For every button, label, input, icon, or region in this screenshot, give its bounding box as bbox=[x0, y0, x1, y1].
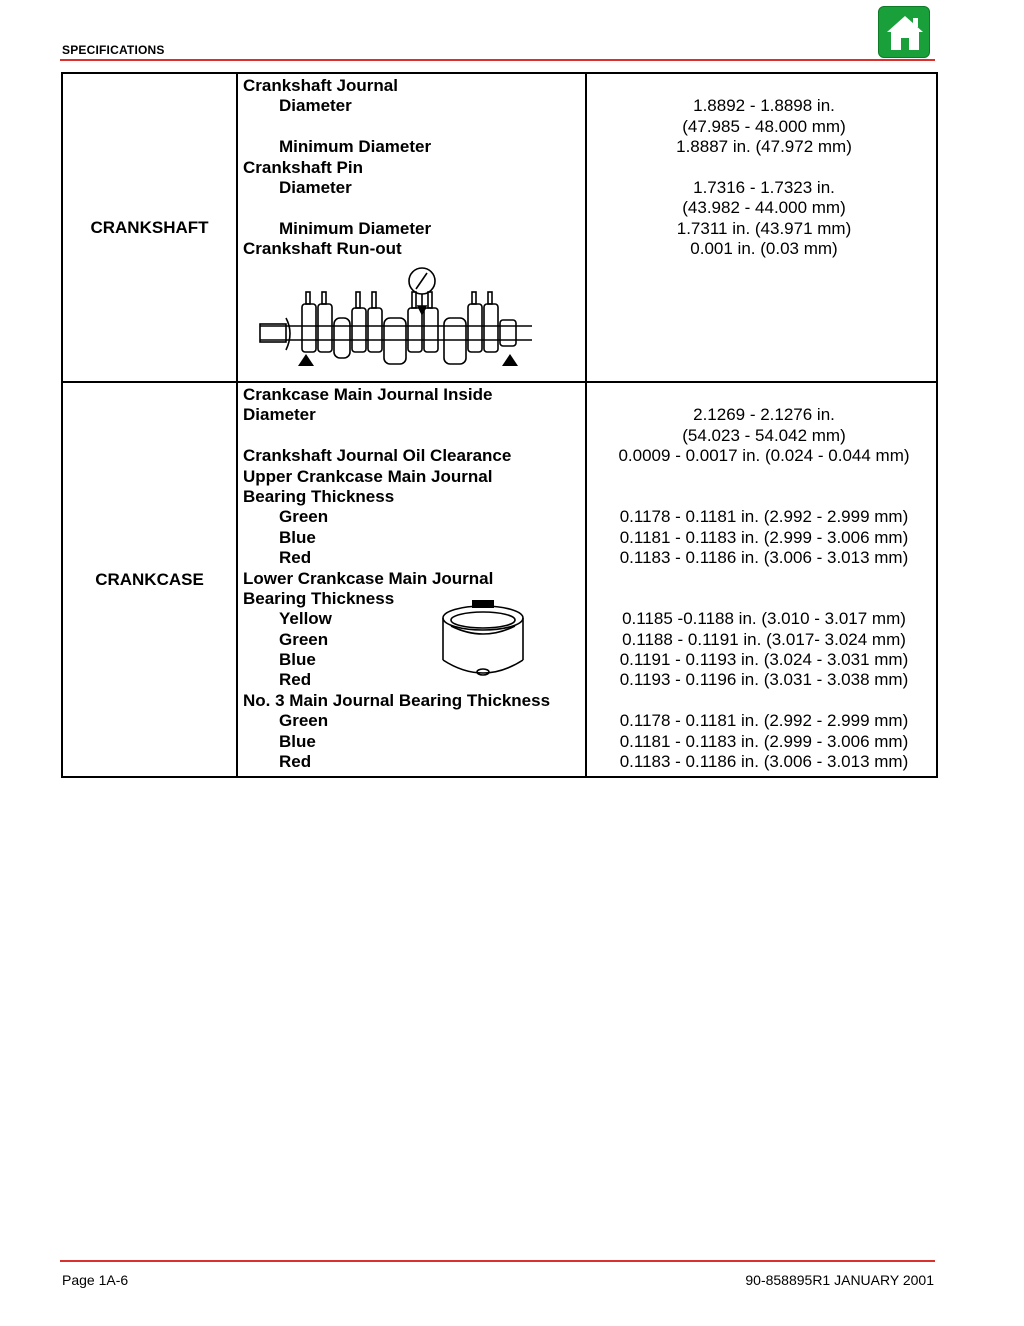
spec-line: 0.1178 - 0.1181 in. (2.992 - 2.999 mm) bbox=[619, 711, 909, 731]
spec-line: 0.1191 - 0.1193 in. (3.024 - 3.031 mm) bbox=[619, 650, 909, 670]
spec-line: (43.982 - 44.000 mm) bbox=[682, 198, 846, 218]
spec-line: Minimum Diameter bbox=[279, 137, 432, 157]
table-row-crankcase bbox=[62, 382, 937, 777]
spec-line: 0.1178 - 0.1181 in. (2.992 - 2.999 mm) bbox=[619, 507, 909, 527]
table-row-crankshaft bbox=[62, 73, 937, 382]
spec-line bbox=[592, 385, 936, 405]
spec-line bbox=[592, 569, 936, 589]
spec-line: Yellow bbox=[279, 609, 332, 629]
crankshaft-value-list bbox=[587, 74, 936, 260]
crankshaft-value-cell bbox=[586, 73, 937, 382]
section-label-crankshaft: CRANKSHAFT bbox=[62, 73, 237, 382]
spec-line bbox=[592, 467, 936, 487]
home-icon bbox=[883, 11, 927, 55]
spec-line: Blue bbox=[279, 527, 316, 547]
spec-line: 0.1185 -0.1188 in. (3.010 - 3.017 mm) bbox=[622, 609, 906, 629]
spec-line: Crankcase Main Journal Inside bbox=[243, 385, 493, 404]
spec-line: Blue bbox=[279, 650, 316, 670]
spec-line: Green bbox=[279, 507, 329, 527]
section-label-crankcase: CRANKCASE bbox=[62, 382, 237, 777]
spec-line: 0.1181 - 0.1183 in. (2.999 - 3.006 mm) bbox=[619, 527, 909, 547]
crankshaft-runout-diagram bbox=[256, 262, 536, 374]
spec-line: Diameter bbox=[279, 96, 352, 116]
spec-line: Crankshaft Run-out bbox=[243, 239, 402, 259]
spec-line: 0.1183 - 0.1186 in. (3.006 - 3.013 mm) bbox=[619, 548, 909, 568]
document-id: 90-858895R1 JANUARY 2001 bbox=[745, 1272, 934, 1288]
footer-rule bbox=[60, 1260, 935, 1262]
spec-line bbox=[592, 487, 936, 507]
spec-line: Red bbox=[279, 752, 312, 772]
spec-line: Lower Crankcase Main Journal bbox=[243, 568, 494, 588]
spec-line bbox=[243, 117, 585, 137]
spec-line: Green bbox=[279, 711, 329, 731]
spec-line: 0.0009 - 0.0017 in. (0.024 - 0.044 mm) bbox=[618, 446, 910, 466]
spec-line bbox=[592, 691, 936, 711]
spec-line: Upper Crankcase Main Journal bbox=[243, 466, 493, 486]
crankcase-spec-list bbox=[238, 383, 585, 772]
spec-line: Red bbox=[279, 670, 312, 690]
spec-line: Crankshaft Pin bbox=[243, 157, 363, 177]
page-number: Page 1A-6 bbox=[62, 1272, 129, 1288]
bearing-shell-diagram bbox=[438, 596, 528, 688]
spec-line: Blue bbox=[279, 731, 316, 751]
spec-line: 1.7311 in. (43.971 mm) bbox=[676, 218, 852, 238]
crankshaft-spec-cell bbox=[237, 73, 586, 382]
spec-line: No. 3 Main Journal Bearing Thickness bbox=[243, 690, 551, 710]
spec-line: Minimum Diameter bbox=[279, 218, 432, 238]
spec-line: 1.8892 - 1.8898 in. bbox=[693, 96, 835, 116]
spec-line: 1.7316 - 1.7323 in. bbox=[693, 177, 835, 197]
spec-line: 0.001 in. (0.03 mm) bbox=[690, 239, 838, 259]
spec-line: (54.023 - 54.042 mm) bbox=[682, 425, 846, 445]
spec-line bbox=[592, 589, 936, 609]
spec-line: Crankshaft Journal bbox=[243, 76, 398, 95]
spec-line bbox=[592, 76, 936, 96]
home-button[interactable] bbox=[878, 6, 930, 58]
spec-line: 0.1181 - 0.1183 in. (2.999 - 3.006 mm) bbox=[619, 731, 909, 751]
crankcase-value-list bbox=[587, 383, 936, 772]
spec-line: 0.1183 - 0.1186 in. (3.006 - 3.013 mm) bbox=[619, 752, 909, 772]
crankshaft-spec-list bbox=[238, 74, 585, 260]
spec-line bbox=[592, 158, 936, 178]
spec-line: (47.985 - 48.000 mm) bbox=[682, 116, 846, 136]
spec-line: Crankshaft Journal Oil Clearance bbox=[243, 446, 512, 466]
crankcase-value-cell bbox=[586, 382, 937, 777]
spec-line: 0.1193 - 0.1196 in. (3.031 - 3.038 mm) bbox=[619, 670, 909, 690]
crankcase-spec-cell bbox=[237, 382, 586, 777]
spec-line: Green bbox=[279, 629, 329, 649]
spec-line: Bearing Thickness bbox=[243, 486, 395, 506]
specifications-table bbox=[61, 72, 938, 778]
section-title: SPECIFICATIONS bbox=[62, 43, 165, 57]
spec-line bbox=[243, 426, 585, 446]
spec-line: Bearing Thickness bbox=[243, 588, 395, 608]
spec-line: 0.1188 - 0.1191 in. (3.017- 3.024 mm) bbox=[622, 629, 906, 649]
spec-line: Red bbox=[279, 548, 312, 568]
spec-line: Diameter bbox=[279, 177, 352, 197]
spec-line: 2.1269 - 2.1276 in. bbox=[693, 405, 835, 425]
spec-line: Diameter bbox=[243, 405, 316, 425]
spec-line bbox=[243, 198, 585, 218]
header-rule bbox=[60, 59, 935, 61]
spec-line: 1.8887 in. (47.972 mm) bbox=[676, 137, 852, 157]
